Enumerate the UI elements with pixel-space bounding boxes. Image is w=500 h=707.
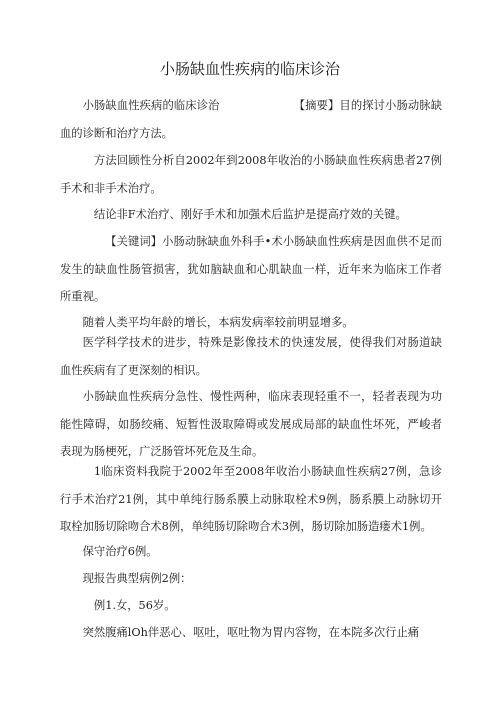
- paragraph-case-report: 现报告典型病例2例：: [82, 572, 192, 585]
- paragraph-incidence: 随着人类平均年龄的增长，本病发病率较前明显增多。: [82, 316, 354, 329]
- paragraph-abstract: 小肠缺血性疾病的临床诊治 【摘要】目的探讨小肠动脉缺血的诊断和治疗方法。: [60, 99, 442, 140]
- paragraph-methods: 方法回顾性分析自2002年到2008年收治的小肠缺血性疾病患者27例手术和非手术治疗。: [60, 154, 442, 195]
- paragraph-classification: 小肠缺血性疾病分急性、慢性两种，临床表现轻重不一，轻者表现为功能性障碍，如肠绞痛、短暂性汲取障碍或发展成局部的缺血性坏死，严峻者表现为肠梗死，广泛肠管坏死危及生命。: [60, 390, 442, 458]
- paragraph-keywords: 【关键词】小肠动脉缺血外科手•术小肠缺血性疾病是因血供不足而发生的缺血性肠管损害，犹如脑缺血和心肌缺血一样，近年来为临床工作者所重视。: [60, 235, 442, 303]
- paragraph-conclusion: 结论非F术治疗、刚好手术和加强术后监护是提高疗效的关键。: [93, 208, 407, 221]
- paragraph-imaging: 医学科学技术的进步，特殊是影像技术的快速发展，使得我们对肠道缺血性疾病有了更深刻的相识。: [60, 336, 442, 377]
- paragraph-case-1-detail: 突然腹痛lOh伴恶心、呕吐，呕吐物为胃内容物，在本院多次行止痛: [82, 626, 420, 639]
- paragraph-conservative: 保守治疗6例。: [82, 545, 158, 558]
- document-title: 小肠缺血性疾病的临床诊治: [159, 60, 340, 78]
- paragraph-clinical-data: 1临床资料我院于2002年至2008年收治小肠缺血性疾病27例，急诊行手术治疗21例，其中单纯行肠系膜上动脉取栓术9例，肠系膜上动脉切开取栓加肠切除吻合术8例，单纯肠切除吻合术3例，肠切除加肠造瘘术1例。: [60, 465, 442, 533]
- paragraph-case-1: 例1.女，56岁。: [93, 599, 176, 612]
